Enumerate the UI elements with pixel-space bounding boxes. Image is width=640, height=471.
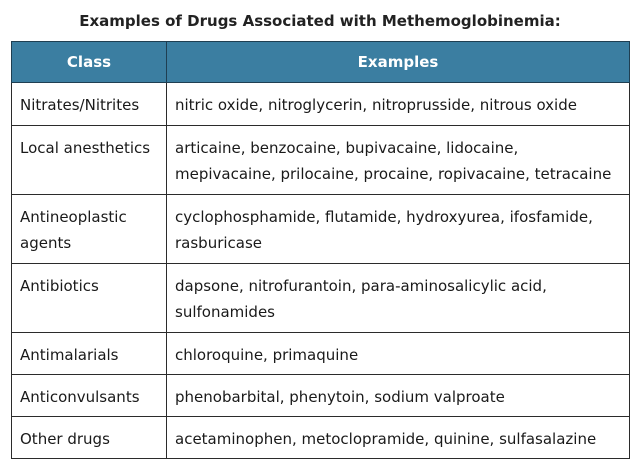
table-row — [12, 417, 630, 459]
table-row — [12, 126, 630, 195]
class-cell: Nitrates/Nitrites — [12, 83, 167, 126]
table-row — [12, 264, 630, 333]
table-header-row — [12, 42, 630, 83]
class-cell: Local anesthetics — [12, 126, 167, 195]
examples-cell: articaine, benzocaine, bupivacaine, lidocaine, mepivacaine, prilocaine, procaine, ropivacaine, tetracaine — [167, 126, 630, 195]
drugs-table — [11, 41, 630, 459]
examples-cell: acetaminophen, metoclopramide, quinine, sulfasalazine — [167, 417, 630, 459]
column-header-class: Class — [12, 42, 167, 83]
table-row — [12, 195, 630, 264]
examples-cell: dapsone, nitrofurantoin, para-aminosalicylic acid, sulfonamides — [167, 264, 630, 333]
table-title: Examples of Drugs Associated with Methemoglobinemia: — [79, 12, 561, 30]
examples-cell: phenobarbital, phenytoin, sodium valproate — [167, 375, 630, 417]
column-header-examples: Examples — [167, 42, 630, 83]
examples-cell: cyclophosphamide, flutamide, hydroxyurea, ifosfamide, rasburicase — [167, 195, 630, 264]
table-row — [12, 375, 630, 417]
class-cell: Antibiotics — [12, 264, 167, 333]
class-cell: Antineoplastic agents — [12, 195, 167, 264]
examples-cell: chloroquine, primaquine — [167, 333, 630, 375]
class-cell: Anticonvulsants — [12, 375, 167, 417]
class-cell: Other drugs — [12, 417, 167, 459]
table-row — [12, 83, 630, 126]
class-cell: Antimalarials — [12, 333, 167, 375]
examples-cell: nitric oxide, nitroglycerin, nitroprusside, nitrous oxide — [167, 83, 630, 126]
table-row — [12, 333, 630, 375]
